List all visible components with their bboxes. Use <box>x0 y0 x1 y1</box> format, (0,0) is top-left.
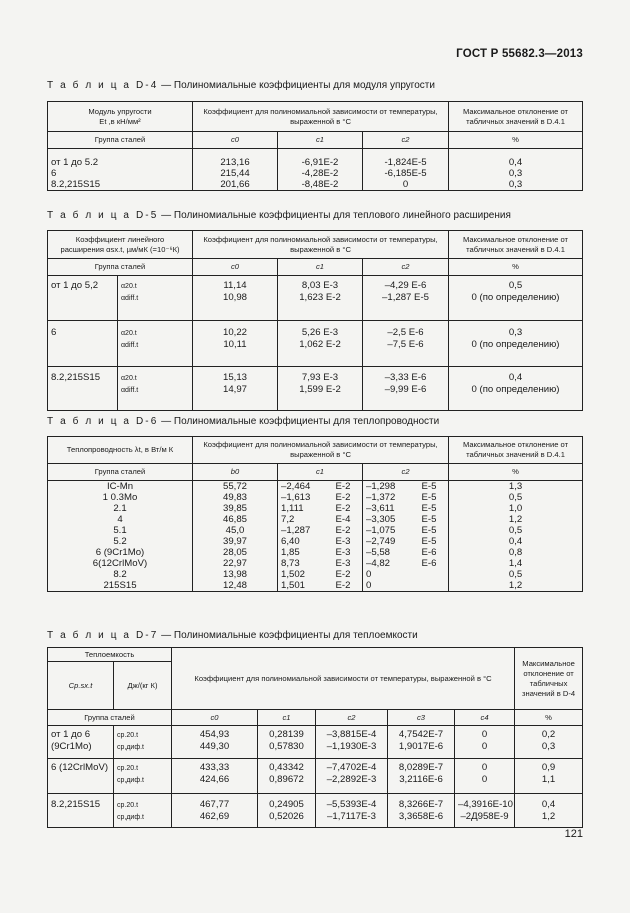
header-deviation: Максимальное отклонение от табличных значений в D.4.1 <box>449 437 583 464</box>
header-group: Группа сталей <box>48 464 193 481</box>
caption-text: — Полиномиальные коэффициенты для теплопроводности <box>161 416 440 427</box>
header-coef: Коэффициент для полиномиальной зависимости от температуры, выраженной в °С <box>172 648 515 710</box>
table-row: 8.2 13,98 1,502 E-2 0 0,5 <box>48 569 583 580</box>
header-pct: % <box>449 132 583 149</box>
header-c0: b0 <box>193 464 278 481</box>
header-coef: Коэффициент для полиномиальной зависимости от температуры, выраженной в °С <box>193 437 449 464</box>
table-d6 <box>47 436 583 592</box>
caption-label: Т а б л и ц а D-6 <box>47 416 159 427</box>
caption-text: — Полиномиальные коэффициенты для модуля упругости <box>161 80 435 91</box>
header-coef: Коэффициент для полиномиальной зависимости от температуры, выраженной в °С <box>193 231 449 259</box>
table-row: от 1 до 5.2 213,16 -6,91E-2 -1,824E-5 0,4 <box>48 157 583 168</box>
table-row: 8.2,215S15 201,66 -8,48E-2 0 0,3 <box>48 179 583 191</box>
table-row: от 1 до 6 cp.20.t 454,93 0,28139 –3,8815E-4 4,7542E-7 0 0,2 <box>48 726 583 742</box>
header-deviation: Максимальное отклонение от табличных значений в D.4.1 <box>449 102 583 132</box>
caption-label: Т а б л и ц а D-4 <box>47 80 159 91</box>
header-c0: c0 <box>172 710 258 726</box>
table-row: 6 α20.t 10,22 5,26 E-3 –2,5 E-6 0,3 <box>48 320 583 339</box>
table-d5 <box>47 230 583 411</box>
header-c3: c3 <box>388 710 455 726</box>
header-c1: c1 <box>278 464 363 481</box>
table-row: cp,диф.t 462,69 0,52026 –1,7117E-3 3,3658E-6 –2Д958Е-9 1,2 <box>48 811 583 827</box>
table-row: от 1 до 5,2 α20.t 11,14 8,03 E-3 –4,29 E-6 0,5 <box>48 276 583 293</box>
header-c2: c2 <box>363 132 449 149</box>
table-row: (9Cr1Mo) cp,диф.t 449,30 0,57830 –1,1930E-3 1,9017E-6 0 0,3 <box>48 741 583 758</box>
page-number: 121 <box>564 828 583 840</box>
header-conductivity: Теплопроводность λt, в Вт/м К <box>48 437 193 464</box>
header-c0: c0 <box>193 132 278 149</box>
header-c1: c1 <box>278 132 363 149</box>
header-c2: c2 <box>363 259 449 276</box>
header-coef: Коэффициент для полиномиальной зависимости от температуры, выраженной в °С <box>193 102 449 132</box>
table-row: 6 (9Cr1Mo) 28,05 1,85 E-3 –5,58 E-6 0,8 <box>48 547 583 558</box>
table-row: cp,диф.t 424,66 0,89672 –2,2892E-3 3,2116E-6 0 1,1 <box>48 774 583 794</box>
document-header: ГОСТ Р 55682.3—2013 <box>456 48 583 60</box>
header-expansion: Коэффициент линейного расширения αsx.t, µм/мК (=10⁻⁶К) <box>48 231 193 259</box>
table-d7-caption <box>47 630 418 641</box>
header-deviation: Максимальное отклонение от табличных значений в D-4 <box>515 648 583 710</box>
table-row: 1 0.3Mo 49,83 –1,613 E-2 –1,372 E-5 0,5 <box>48 492 583 503</box>
header-group: Группа сталей <box>48 710 172 726</box>
table-row: 6 215,44 -4,28E-2 -6,185E-5 0,3 <box>48 168 583 179</box>
table-row: 8.2,215S15 cp.20.t 467,77 0,24905 –5,5393E-4 8,3266E-7 –4,3916E-10 0,4 <box>48 794 583 812</box>
table-row: αdiff.t 10,11 1,062 E-2 –7,5 E-6 0 (по определению) <box>48 339 583 367</box>
caption-label: Т а б л и ц а D-7 <box>47 630 159 641</box>
table-row: 6(12CrlMoV) 22,97 8,73 E-3 –4,82 E-6 1,4 <box>48 558 583 569</box>
table-row: 4 46,85 7,2 E-4 –3,305 E-5 1,2 <box>48 514 583 525</box>
table-row: 5.2 39,97 6,40 E-3 –2,749 E-5 0,4 <box>48 536 583 547</box>
table-row: 5.1 45,0 –1,287 E-2 –1,075 E-5 0,5 <box>48 525 583 536</box>
header-c2: c2 <box>363 464 449 481</box>
header-group: Группа сталей <box>48 259 193 276</box>
table-row: 2.1 39,85 1,111 E-2 –3,611 E-5 1,0 <box>48 503 583 514</box>
caption-text: — Полиномиальные коэффициенты для теплового линейного расширения <box>161 210 511 221</box>
table-d7 <box>47 647 583 828</box>
caption-text: — Полиномиальные коэффициенты для теплоемкости <box>161 630 418 641</box>
table-row: IC-Mn 55,72 –2,464 E-2 –1,298 E-5 1,3 <box>48 481 583 493</box>
header-deviation: Максимальное отклонение от табличных значений в D.4.1 <box>449 231 583 259</box>
header-pct: % <box>449 464 583 481</box>
table-row: 8.2,215S15 α20.t 15,13 7,93 E-3 –3,33 E-6 0,4 <box>48 367 583 385</box>
table-row: αdiff.t 10,98 1,623 E-2 –1,287 E-5 0 (по определению) <box>48 292 583 320</box>
header-group: Группа сталей <box>48 132 193 149</box>
header-c0: c0 <box>193 259 278 276</box>
table-d5-caption <box>47 210 511 221</box>
table-d4-caption <box>47 80 435 91</box>
header-c1: c1 <box>278 259 363 276</box>
table-row: 215S15 12,48 1,501 E-2 0 1,2 <box>48 580 583 592</box>
table-d6-caption <box>47 416 439 427</box>
table-row: αdiff.t 14,97 1,599 E-2 –9,99 E-6 0 (по определению) <box>48 384 583 410</box>
header-cp: Cp.sx.t <box>48 662 114 710</box>
table-row: 6 (12CrlMoV) cp.20.t 433,33 0,43342 –7,4702E-4 8,0289E-7 0 0,9 <box>48 758 583 774</box>
header-c4: c4 <box>455 710 515 726</box>
header-pct: % <box>449 259 583 276</box>
header-pct: % <box>515 710 583 726</box>
header-unit: Дж/(кг К) <box>114 662 172 710</box>
header-c1: c1 <box>258 710 316 726</box>
header-modulus: Модуль упругости Et ,в кН/мм² <box>48 102 193 132</box>
header-heat-capacity: Теплоемкость <box>48 648 172 662</box>
caption-label: Т а б л и ц а D-5 <box>47 210 159 221</box>
table-d4 <box>47 101 583 191</box>
header-c2: c2 <box>316 710 388 726</box>
